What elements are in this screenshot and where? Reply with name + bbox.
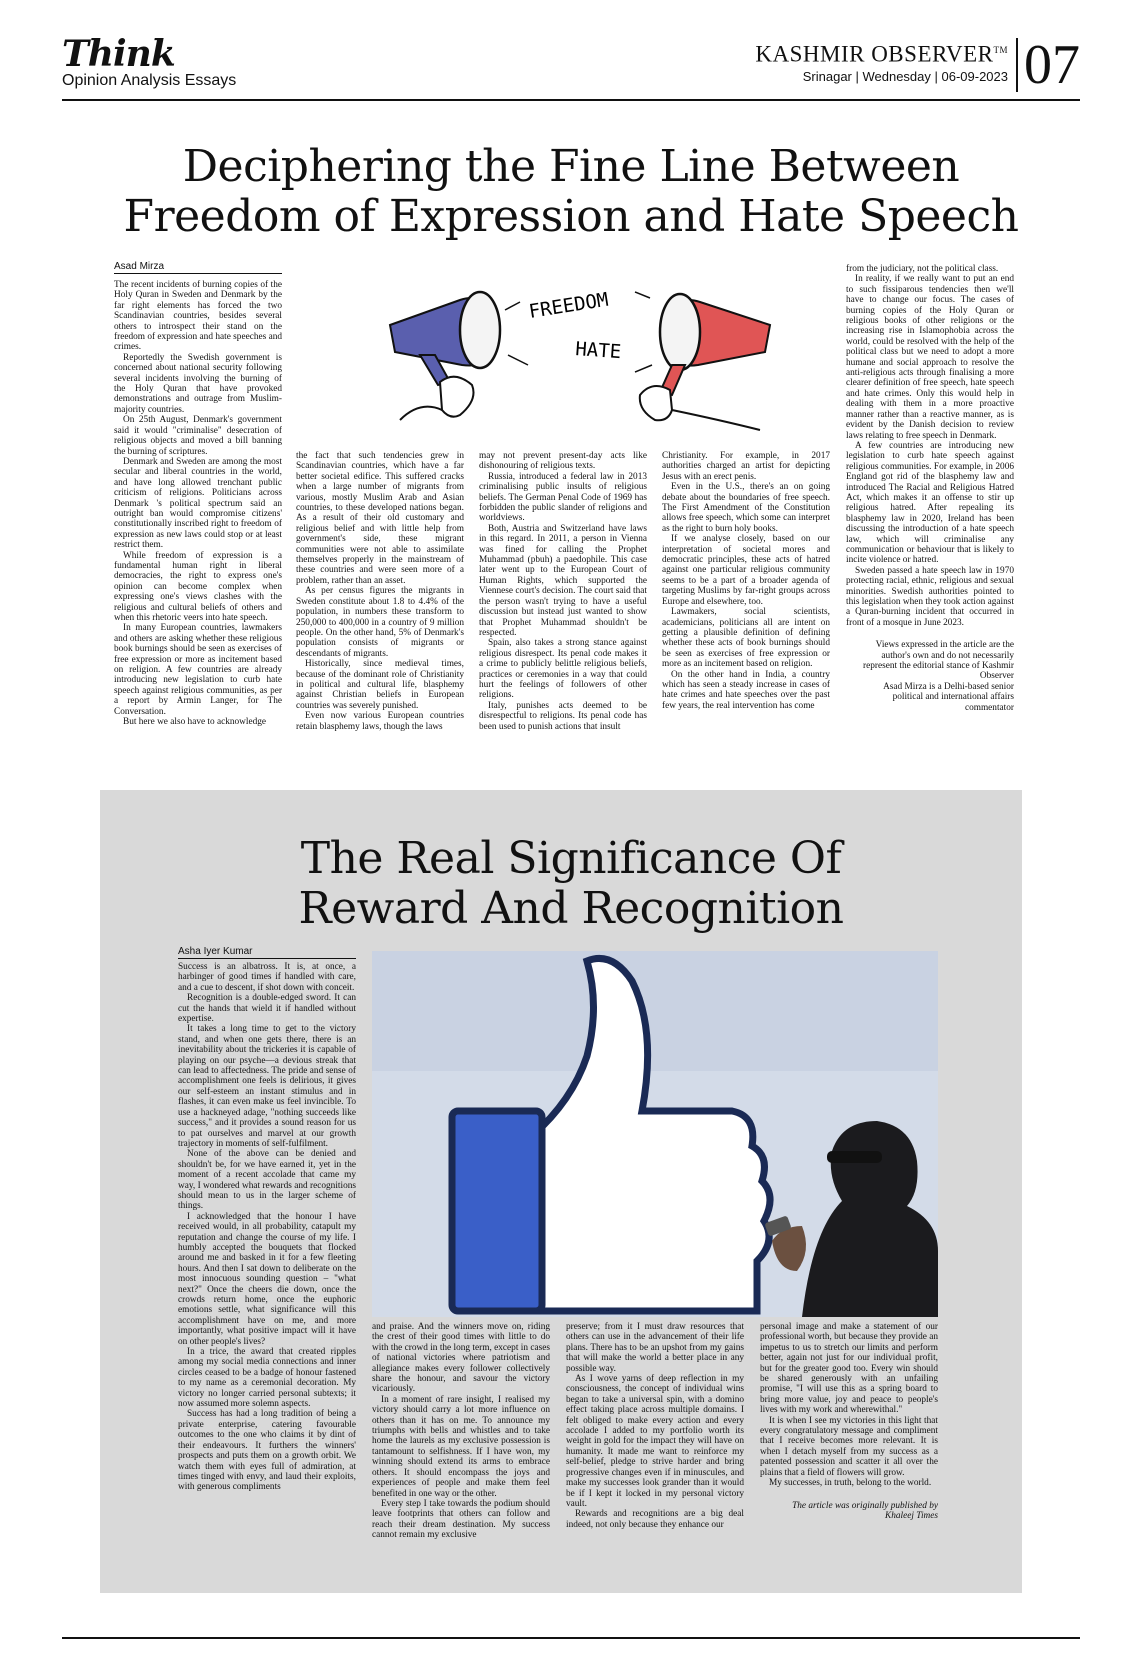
section-title: Think	[62, 33, 175, 75]
paragraph: Italy, punishes acts deemed to be disrespectful to religions. Its penal code has been used to punish actions that insult	[479, 700, 647, 732]
article1-headline: Deciphering the Fine Line Between Freedom of Expression and Hate Speech	[123, 141, 1019, 242]
paragraph: While freedom of expression is a fundamental human right in liberal democracies, the right to express one's opinion can become complex when expressing one's views clashes with the religious and cultural beliefs of others and when this rhetoric veers into hate speech.	[114, 550, 282, 623]
paragraph: It is when I see my victories in this light that every congratulatory message and compliment that I receive becomes more relevant. It is when I detach myself from my success as a patented possession and scatter it all over the plains that a field of flowers will grow.	[760, 1415, 938, 1478]
article1-column-4	[662, 451, 830, 711]
article2-column-1	[178, 962, 356, 1493]
paragraph: may not prevent present-day acts like dishonouring of religious texts.	[479, 451, 647, 472]
paragraph: preserve; from it I must draw resources that others can use in the advancement of their life plans. There has to be an upshot from my gains that will make the world a better place in any possible way.	[566, 1322, 744, 1374]
paragraph: In a moment of rare insight, I realised my victory should carry a lot more influence on others than it has on me. To announce my triumphs with bells and whistles and to take home the laurels as my exclusive possession is tantamount to selfishness. If I have won, my winning should extend its arms to embrace others. It should encompass the joys and experiences of people and make them feel benefited in one way or the other.	[372, 1394, 550, 1499]
paragraph: The recent incidents of burning copies of the Holy Quran in Sweden and Denmark by the far right elements has forced the two Scandinavian countries, besides several others to introspect their stand on the freedom of expression and hate speeches and crimes.	[114, 280, 282, 353]
trademark: TM	[993, 45, 1008, 55]
disclaimer: Views expressed in the article are the author's own and do not necessarily represent the editorial stance of Kashmir Observer	[862, 640, 1014, 682]
paragraph: In a trice, the award that created ripples among my social media connections and inner circles ceased to be a badge of honour fastened to my name as a ceremonial decoration. My victory no longer carried personal subtexts; it now assumed more solemn aspects.	[178, 1347, 356, 1410]
paragraph: Both, Austria and Switzerland have laws in this regard. In 2011, a person in Vienna was fined for calling the Prophet Muhammad (pbuh) a paedophile. This case later went up to the European Court of Human Rights, which supported the Viennese court's decision. The court said that the person wasn't trying to have a useful discussion but instead just wanted to show that Prophet Muhammad shouldn't be respected.	[479, 523, 647, 638]
paper-masthead	[755, 34, 1080, 96]
thumbs-up-icon	[372, 951, 938, 1317]
paragraph: Even now various European countries retain blasphemy laws, though the laws	[296, 711, 464, 732]
paragraph: Success is an albatross. It is, at once, a harbinger of good times if handled with care, and a cue to descent, if shot down with conceit.	[178, 962, 356, 993]
left-megaphone-icon	[390, 292, 500, 420]
footer-rule	[62, 1637, 1080, 1639]
freedom-hate-illustration	[380, 270, 780, 450]
paragraph: But here we also have to acknowledge	[123, 717, 267, 728]
paragraph: personal image and make a statement of our professional worth, but because they provide an impetus to us to stretch our limits and perform better, again not just for our individual profit, but for the greater good too. Every win should be shared generously with an unfailing promise, "I will use this as a spring board to bring more value, joy and peace to people's lives with my work and wherewithal."	[760, 1322, 938, 1416]
paragraph: On 25th August, Denmark's government said it would "criminalise" desecration of religious objects and moved a bill banning the burning of scriptures.	[114, 415, 282, 457]
paragraph: As I wove yarns of deep reflection in my consciousness, the concept of individual wins began to take a universal spin, with a domino effect taking place across multiple domains. I felt obliged to make every action and every accolade I added to my portfolio worth its weight in gold for the impact they will have on humanity. It made me want to reinforce my self-belief, pledge to strive harder and bring progressive changes even if in minuscules, and make my successes look grander than it would be if I kept it locked in my personal victory vault.	[566, 1374, 744, 1509]
header-rule	[62, 99, 1080, 101]
paragraph: Rewards and recognitions are a big deal indeed, not only because they enhance our	[566, 1509, 744, 1530]
article2-headline: The Real Significance Of Reward And Recognition	[298, 833, 844, 934]
paragraph: and praise. And the winners move on, riding the crest of their good times with little to do with the crowd in the long term, except in cases of national victories where patriotism and allegiance makes every follower collectively share the honour, and savour the victory vicariously.	[372, 1322, 550, 1395]
source-note: The article was originally published by Khaleej Times	[792, 1500, 938, 1521]
paragraph: Denmark and Sweden are among the most secular and liberal countries in the world, and have long allowed trenchant public criticism of religions. Politicians across Denmark 's political spectrum said an outright ban would compromise citizens' constitutionally inscribed right to freedom of expression as new laws could stop or at least restrict them.	[114, 456, 282, 551]
paragraph: In reality, if we really want to put an end to such fissiparous tendencies then we'll have to change our focus. The cases of burning copies of the Holy Quran or religious books of other religions or the increasing rise in Islamophobia across the world, could be resolved with the help of the political class but we need to adopt a more humane and social approach to resolve the anti-religious acts through finalising a more clearer definition of free speech, hate speech and hate crimes. Only this would help in dealing with them in a more proactive manner rather than a reactive manner, as is evident by the Danish decision to review laws relating to free speech in Denmark.	[846, 274, 1014, 441]
paragraph: Christianity. For example, in 2017 authorities charged an artist for depicting Jesus with an erect penis.	[662, 451, 830, 482]
article2-column-4	[760, 1322, 938, 1521]
paragraph: Lawmakers, social scientists, academicians, politicians all are intent on getting a plausible definition of defining whether these acts of book burnings should be seen as exercises of free expression or more as an incitement based on religion.	[662, 607, 830, 670]
paragraph: A few countries are introducing new legislation to curb hate speech against religious communities. For example, in 2006 England got rid of the blasphemy law and introduced The Racial and Religious Hatred Act, which makes it an offense to stir up religious hatred. After repealing its blasphemy law in 2020, Ireland has been discussing the introduction of a hate speech law, which will criminalise any communication or behaviour that is likely to incite violence or hatred.	[846, 440, 1014, 566]
right-megaphone-icon	[640, 294, 770, 430]
paragraph: Every step I take towards the podium should leave footprints that others can follow and reach their dream destination. My success cannot remain my exclusive	[372, 1498, 550, 1541]
paragraph: It takes a long time to get to the victory stand, and when one gets there, there is an inevitability about the trickeries it is capable of playing on our psyche—a devious streak that can lead to affectedness. The pride and sense of accomplishment one feels is delirious, it gives our self-esteem an instant stimulus and in flashes, it can even make us feel invincible. To use a hackneyed adage, "nothing succeeds like success," and it provides a sound reason for us to pat ourselves and marvel at our growth trajectory in moments of self-fulfilment.	[178, 1024, 356, 1149]
article1-byline: Asad Mirza	[114, 261, 282, 274]
dateline: Srinagar | Wednesday | 06-09-2023	[802, 68, 1008, 84]
article1-column-5	[846, 264, 1014, 713]
paragraph: As per census figures the migrants in Sweden constitute about 1.8 to 4.4% of the population, in numbers these transform to 250,000 to 400,000 in a country of 9 million people. On the other hand, 5% of Denmark's population consists of migrants or descendants of migrants.	[296, 586, 464, 659]
paragraph: I acknowledged that the honour I have received would, in all probability, catapult my reputation and change the course of my life. I humbly accepted the bouquets that flocked around me and basked in it for a few fleeting hours. And then I sat down to deliberate on the most innocuous sounding question – "what next?" Once the cheers die down, once the crowds return home, once the euphoric emotions settle, what significance will this accomplishment have on me, and more importantly, what positive impact will it have on other people's lives?	[178, 1211, 356, 1347]
article2-byline: Asha Iyer Kumar	[178, 946, 356, 959]
paragraph: Spain, also takes a strong stance against religious disrespect. Its penal code makes it a crime to publicly belittle religious beliefs, practices or ceremonies in a way that could hurt the feelings of followers of other religions.	[479, 638, 647, 701]
article1-column-3	[479, 451, 647, 732]
section-masthead	[62, 33, 237, 90]
article1-column-1	[114, 280, 282, 727]
section-subtitle: Opinion Analysis Essays	[62, 72, 237, 89]
paragraph: Russia, introduced a federal law in 2013 criminalising public insults of religious beliefs. The German Penal Code of 1969 has forbidden the public slander of religions and worldviews.	[479, 471, 647, 524]
paragraph: Sweden passed a hate speech law in 1970 protecting racial, ethnic, religious and sexual minorities. Swedish authorities pointed to this legislation when they took action against a Quran-burning incident that occurred in front of a mosque in June 2023.	[846, 565, 1014, 628]
article2-column-3	[566, 1322, 744, 1530]
paragraph: Recognition is a double-edged sword. It can cut the hands that wield it if handled without expertise.	[178, 993, 356, 1025]
thumbs-up-photo	[372, 951, 938, 1317]
article1-column-2	[296, 451, 464, 732]
paragraph: None of the above can be denied and shouldn't be, for we have earned it, yet in the moment of a recent accolade that came my way, I wondered what rewards and recognitions should mean to us in the larger scheme of things.	[178, 1149, 356, 1212]
paragraph: Even in the U.S., there's an on going debate about the boundaries of free speech. The First Amendment of the Constitution allows free speech, which some can interpret as the right to burn holy books.	[662, 482, 830, 534]
illustration-word-freedom: FREEDOM	[527, 288, 610, 323]
paragraph: Historically, since medieval times, because of the dominant role of Christianity in political and cultural life, blasphemy against Christian beliefs in European countries was severely punished.	[296, 659, 464, 711]
paragraph: On the other hand in India, a country which has seen a steady increase in cases of hate crimes and hate speeches over the past few years, the real intervention has come	[662, 669, 830, 711]
paragraph: My successes, in truth, belong to the world.	[769, 1478, 932, 1489]
paragraph: If we analyse closely, based on our interpretation of societal mores and democratic principles, these acts of hatred against one particular religious community seems to be a part of a broader agenda of targeting Muslims by far-right groups across Europe and elsewhere, too.	[662, 534, 830, 607]
paragraph: In many European countries, lawmakers and others are asking whether these religious book burnings should be seen as exercises of free expression or more as incitement based on religion. A few countries are already introducing new legislation to curb hate speech against religious communities, as per a report by Armin Langer, for The Conversation.	[114, 623, 282, 717]
paragraph: Success has had a long tradition of being a private enterprise, catering favourable outcomes to the one who claims it by dint of their endeavours. It furthers the winners' prospects and puts them on a growth orbit. We watch them with eyes full of admiration, at times tinged with envy, and laud their exploits, with generous compliments	[178, 1409, 356, 1493]
paper-name: KASHMIR OBSERVER™	[755, 41, 1008, 67]
author-bio: Asad Mirza is a Delhi-based senior political and international affairs commentator	[883, 681, 1014, 713]
illustration-word-hate: HATE	[574, 338, 622, 364]
paragraph: the fact that such tendencies grew in Scandinavian countries, which have a far better societal edifice. This suffered cracks when a large number of migrants from various, mostly Muslim Arab and Asian countries, to these developed nations began. As a result of their old customary and religious belief and with little help from government's side, these migrant communities were not able to assimilate themselves properly in the mainstream of these countries and were seen more of a problem, rather than an asset.	[296, 451, 464, 586]
page-number: 07	[1016, 38, 1080, 92]
paragraph: Reportedly the Swedish government is concerned about national security following several incidents involving the burning of the Holy Quran that have provoked demonstrations and outrage from Muslim-majority countries.	[114, 352, 282, 415]
paragraph: from the judiciary, not the political class.	[846, 264, 999, 274]
article2-column-2	[372, 1322, 550, 1541]
